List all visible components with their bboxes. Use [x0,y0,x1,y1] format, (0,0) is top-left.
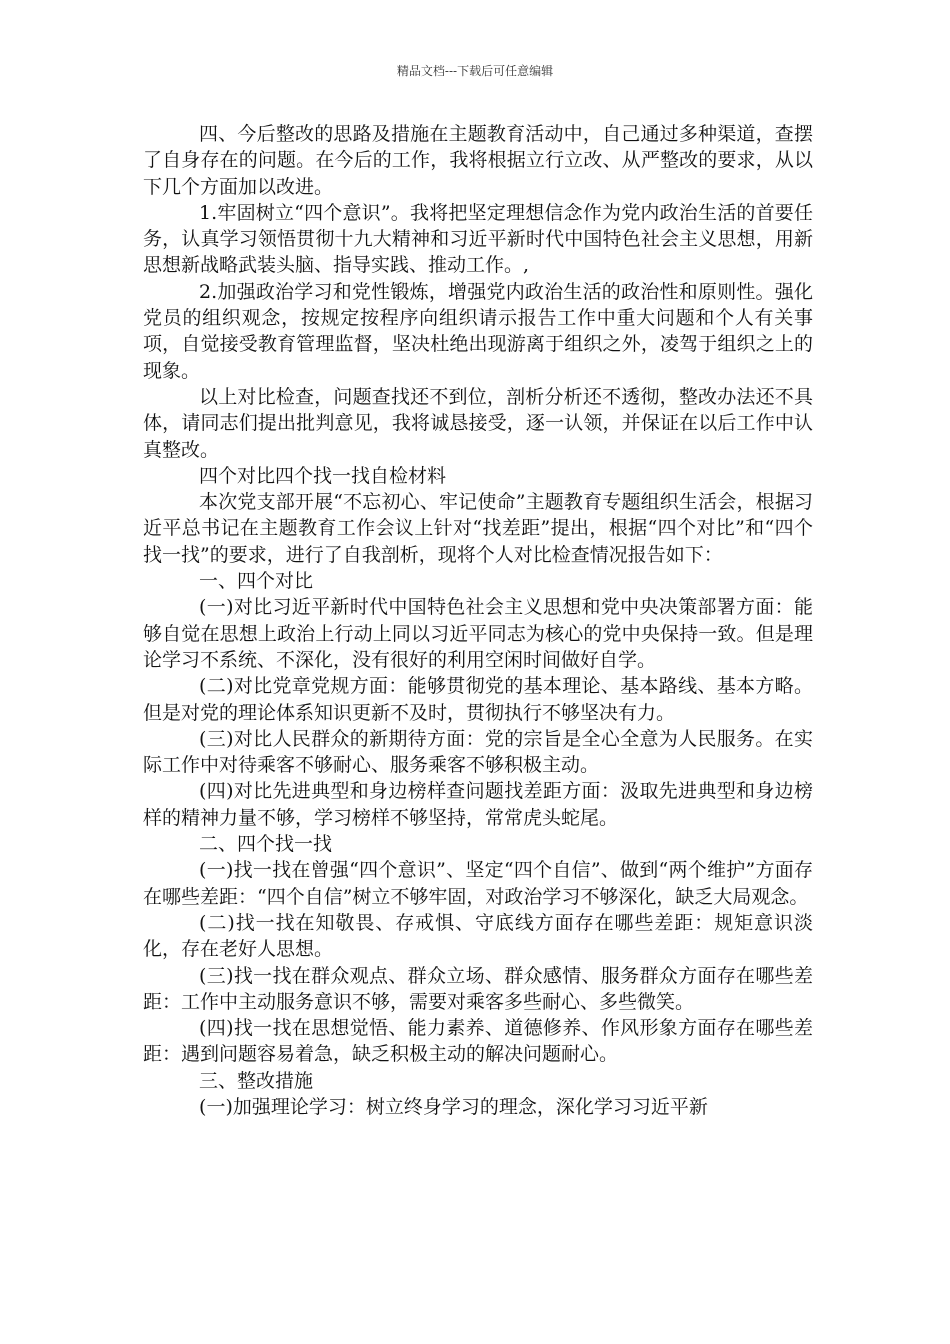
paragraph-measure-1: (一)加强理论学习：树立终身学习的理念，深化学习习近平新 [199,1095,708,1118]
heading-four-comparisons: 一、四个对比 [199,570,314,593]
paragraph-comparison-4: (四)对比先进典型和身边榜样查问题找差距方面：汲取先进典型和身边榜样的精神力量不够，学习榜样不够坚持，常常虎头蛇尾。 [143,780,813,829]
paragraph-finding-3: (三)找一找在群众观点、群众立场、群众感情、服务群众方面存在哪些差距：工作中主动服务意识不够，需要对乘客多些耐心、多些微笑。 [143,964,813,1013]
paragraph-finding-2: (二)找一找在知敬畏、存戒惧、守底线方面存在哪些差距：规矩意识淡化，存在老好人思想。 [143,911,813,961]
heading-four-findings: 二、四个找一找 [199,833,333,856]
paragraph-closing: 以上对比检查，问题查找还不到位，剖析分析还不透彻，整改办法还不具体，请同志们提出批判意见，我将诚恳接受，逐一认领，并保证在以后工作中认真整改。 [143,385,813,461]
paragraph-finding-4: (四)找一找在思想觉悟、能力素养、道德修养、作风形象方面存在哪些差距：遇到问题容易着急，缺乏积极主动的解决问题耐心。 [143,1017,813,1066]
paragraph-rectification-intro: 四、今后整改的思路及措施在主题教育活动中，自己通过多种渠道，查摆了自身存在的问题。在今后的工作，我将根据立行立改、从严整改的要求，从以下几个方面加以改进。 [143,123,813,198]
paragraph-comparison-3: (三)对比人民群众的新期待方面：党的宗旨是全心全意为人民服务。在实际工作中对待乘客不够耐心、服务乘客不够积极主动。 [143,727,813,777]
heading-rectification-measures: 三、整改措施 [199,1069,314,1092]
paragraph-comparison-1: (一)对比习近平新时代中国特色社会主义思想和党中央决策部署方面：能够自觉在思想上政治上行动上同以习近平同志为核心的党中央保持一致。但是理论学习不系统、不深化，没有很好的利用空闲时间做好自学。 [143,596,813,671]
paragraph-finding-1: (一)找一找在曾强“四个意识”、坚定“四个自信”、做到“两个维护”方面存在哪些差距：“四个自信”树立不够牢固，对政治学习不够深化，缺乏大局观念。 [143,859,813,908]
document-body [143,121,813,1120]
paragraph-item-2: 2.加强政治学习和党性锻炼，增强党内政治生活的政治性和原则性。强化党员的组织观念，按规定按程序向组织请示报告工作中重大问题和个人有关事项，自觉接受教育管理监督，坚决杜绝出现游离于组织之外，凌驾于组织之上的现象。 [143,280,813,382]
paragraph-comparison-2: (二)对比党章党规方面：能够贯彻党的基本理论、基本路线、基本方略。但是对党的理论体系知识更新不及时，贯彻执行不够坚决有力。 [143,675,813,724]
page-header: 精品文档---下载后可任意编辑 [396,64,554,78]
paragraph-introduction: 本次党支部开展“不忘初心、牢记使命”主题教育专题组织生活会，根据习近平总书记在主题教育工作会议上针对“找差距”提出，根据“四个对比”和“四个找一找”的要求，进行了自我剖析，现将个人对比检查情况报告如下： [143,491,813,566]
paragraph-item-1: 1.牢固树立“四个意识”。我将把坚定理想信念作为党内政治生活的首要任务，认真学习领悟贯彻十九大精神和习近平新时代中国特色社会主义思想，用新思想新战略武装头脑、指导实践、推动工作。, [143,201,813,277]
section-title: 四个对比四个找一找自检材料 [199,464,447,487]
